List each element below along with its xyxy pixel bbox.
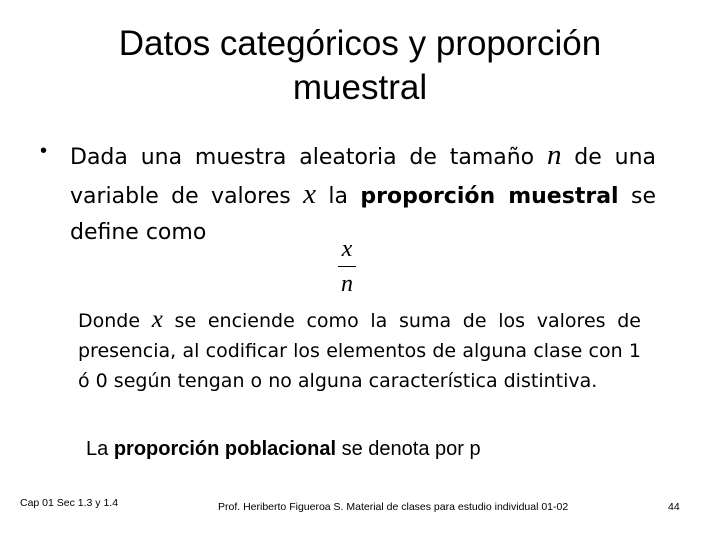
slide-title: Datos categóricos y proporción muestral bbox=[118, 24, 602, 107]
fraction-denominator: n bbox=[341, 271, 353, 297]
population-proportion-line bbox=[86, 438, 481, 461]
variable-n: n bbox=[546, 139, 562, 171]
term-proporcion-poblacional: proporción poblacional bbox=[113, 438, 337, 460]
bullet-text-4: se define como bbox=[70, 184, 656, 245]
bullet-marker: • bbox=[40, 140, 48, 162]
variable-x: x bbox=[303, 178, 316, 210]
page-number: 44 bbox=[668, 501, 680, 513]
bullet-text-2: de una variable de valores bbox=[70, 145, 656, 209]
fraction-numerator: x bbox=[341, 236, 353, 262]
note-variable-x: x bbox=[151, 306, 163, 333]
footer-author-label: Prof. Heriberto Figueroa S. Material de clases para estudio individual 01-02 bbox=[218, 501, 569, 513]
note-text-2: se enciende como la suma de los valores de presencia, al codificar los elementos de alguna clase con 1 ó 0 según tengan o no alguna característica distintiva. bbox=[78, 310, 641, 392]
footer-section-label: Cap 01 Sec 1.3 y 1.4 bbox=[20, 497, 119, 509]
note-text-1: Donde bbox=[78, 310, 152, 332]
bullet-paragraph bbox=[70, 137, 656, 251]
fraction-bar bbox=[338, 266, 356, 267]
poblacional-text-2: se denota por p bbox=[336, 438, 481, 460]
fraction-formula bbox=[332, 236, 362, 297]
bullet-text-3: la bbox=[315, 184, 361, 209]
definition-note bbox=[78, 305, 641, 396]
bullet-text-1: Dada una muestra aleatoria de tamaño bbox=[70, 145, 547, 170]
term-proporcion-muestral: proporción muestral bbox=[360, 184, 619, 209]
poblacional-text-1: La bbox=[86, 438, 114, 460]
